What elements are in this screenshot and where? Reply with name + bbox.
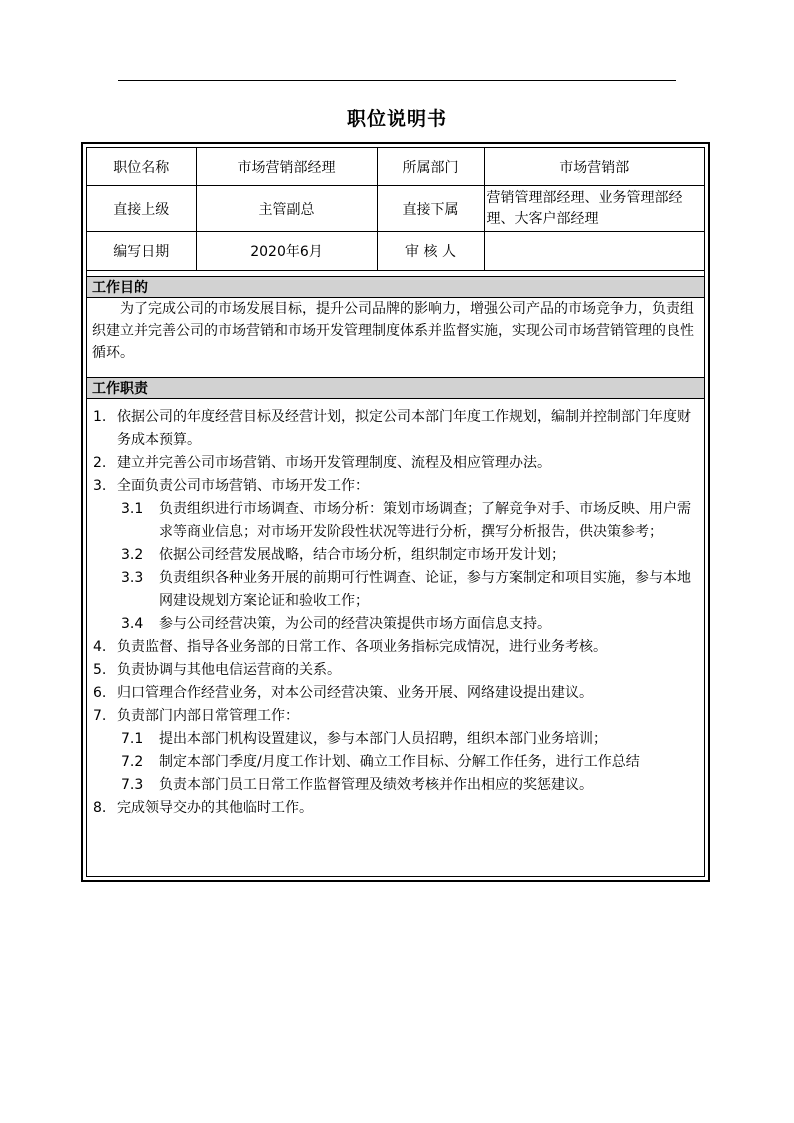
info-row-position	[87, 148, 704, 186]
duty-number: 7.2	[121, 754, 144, 770]
department-label: 所属部门	[377, 148, 484, 186]
duty-text: 归口管理合作经营业务，对本公司经营决策、业务开展、网络建设提出建议。	[117, 685, 593, 701]
subordinates-label: 直接下属	[377, 186, 484, 232]
duty-text: 完成领导交办的其他临时工作。	[117, 800, 313, 816]
duties-list	[87, 406, 704, 820]
purpose-heading: 工作目的	[87, 276, 704, 298]
department-value: 市场营销部	[484, 148, 704, 186]
duty-number: 3.1	[121, 501, 144, 517]
duties-heading: 工作职责	[87, 377, 704, 399]
info-table	[87, 148, 704, 271]
position-label: 职位名称	[87, 148, 196, 186]
duty-number: 3.3	[121, 570, 144, 586]
date-value: 2020年6月	[196, 232, 377, 271]
duty-subitem	[87, 544, 704, 567]
duty-text: 建立并完善公司市场营销、市场开发管理制度、流程及相应管理办法。	[117, 455, 551, 471]
duty-text: 负责监督、指导各业务部的日常工作、各项业务指标完成情况，进行业务考核。	[117, 639, 607, 655]
duty-item	[87, 452, 704, 475]
duty-text: 全面负责公司市场营销、市场开发工作：	[117, 478, 369, 494]
superior-value: 主管副总	[196, 186, 377, 232]
duty-item	[87, 636, 704, 659]
duty-number: 7.3	[121, 777, 144, 793]
duty-text: 负责部门内部日常管理工作：	[117, 708, 299, 724]
duty-number: 3.2	[121, 547, 144, 563]
duty-number: 3.4	[121, 616, 144, 632]
duty-text: 提出本部门机构设置建议，参与本部门人员招聘，组织本部门业务培训；	[159, 731, 607, 747]
position-value: 市场营销部经理	[196, 148, 377, 186]
duty-text: 依据公司的年度经营目标及经营计划，拟定公司本部门年度工作规划，编制并控制部门年度财务成本预算。	[117, 409, 691, 448]
duty-subitem	[87, 498, 704, 544]
duty-number: 3.	[93, 478, 107, 494]
duty-text: 制定本部门季度/月度工作计划、确立工作目标、分解工作任务，进行工作总结	[159, 754, 640, 770]
superior-label: 直接上级	[87, 186, 196, 232]
duty-number: 7.	[93, 708, 107, 724]
duty-number: 5.	[93, 662, 107, 678]
document-title: 职位说明书	[346, 108, 447, 130]
duty-subitem	[87, 774, 704, 797]
duty-number: 8.	[93, 800, 107, 816]
job-description-body	[86, 147, 705, 877]
duty-subitem	[87, 567, 704, 613]
duty-text: 依据公司经营发展战略，结合市场分析，组织制定市场开发计划；	[159, 547, 565, 563]
purpose-text: 为了完成公司的市场发展目标，提升公司品牌的影响力，增强公司产品的市场竞争力，负责组织建立并完善公司的市场营销和市场开发管理制度体系并监督实施，实现公司市场营销管理的良性循环。	[92, 301, 694, 361]
duty-number: 6.	[93, 685, 107, 701]
duty-item	[87, 406, 704, 452]
duty-text: 负责组织各种业务开展的前期可行性调查、论证，参与方案制定和项目实施，参与本地网建设规划方案论证和验收工作；	[159, 570, 691, 609]
duty-text: 负责本部门员工日常工作监督管理及绩效考核并作出相应的奖惩建议。	[159, 777, 593, 793]
duty-number: 7.1	[121, 731, 144, 747]
info-row-reporting	[87, 186, 704, 232]
duty-text: 负责协调与其他电信运营商的关系。	[117, 662, 341, 678]
date-label: 编写日期	[87, 232, 196, 271]
duty-subitem	[87, 613, 704, 636]
subordinates-value: 营销管理部经理、业务管理部经理、大客户部经理	[484, 186, 704, 232]
duty-item	[87, 797, 704, 820]
job-description-frame	[81, 142, 710, 882]
duty-text: 负责组织进行市场调查、市场分析：策划市场调查；了解竞争对手、市场反映、用户需求等商业信息；对市场开发阶段性状况等进行分析，撰写分析报告，供决策参考；	[159, 501, 691, 540]
duty-number: 4.	[93, 639, 107, 655]
duty-text: 参与公司经营决策，为公司的经营决策提供市场方面信息支持。	[159, 616, 551, 632]
info-row-date	[87, 232, 704, 271]
duty-subitem	[87, 751, 704, 774]
duty-item	[87, 682, 704, 705]
reviewer-value	[484, 232, 704, 271]
reviewer-label: 审 核 人	[377, 232, 484, 271]
duty-number: 2.	[93, 455, 107, 471]
duty-item	[87, 705, 704, 728]
duty-item	[87, 659, 704, 682]
duty-subitem	[87, 728, 704, 751]
duty-number: 1.	[93, 409, 107, 425]
header-rule	[118, 80, 676, 81]
duty-item	[87, 475, 704, 498]
